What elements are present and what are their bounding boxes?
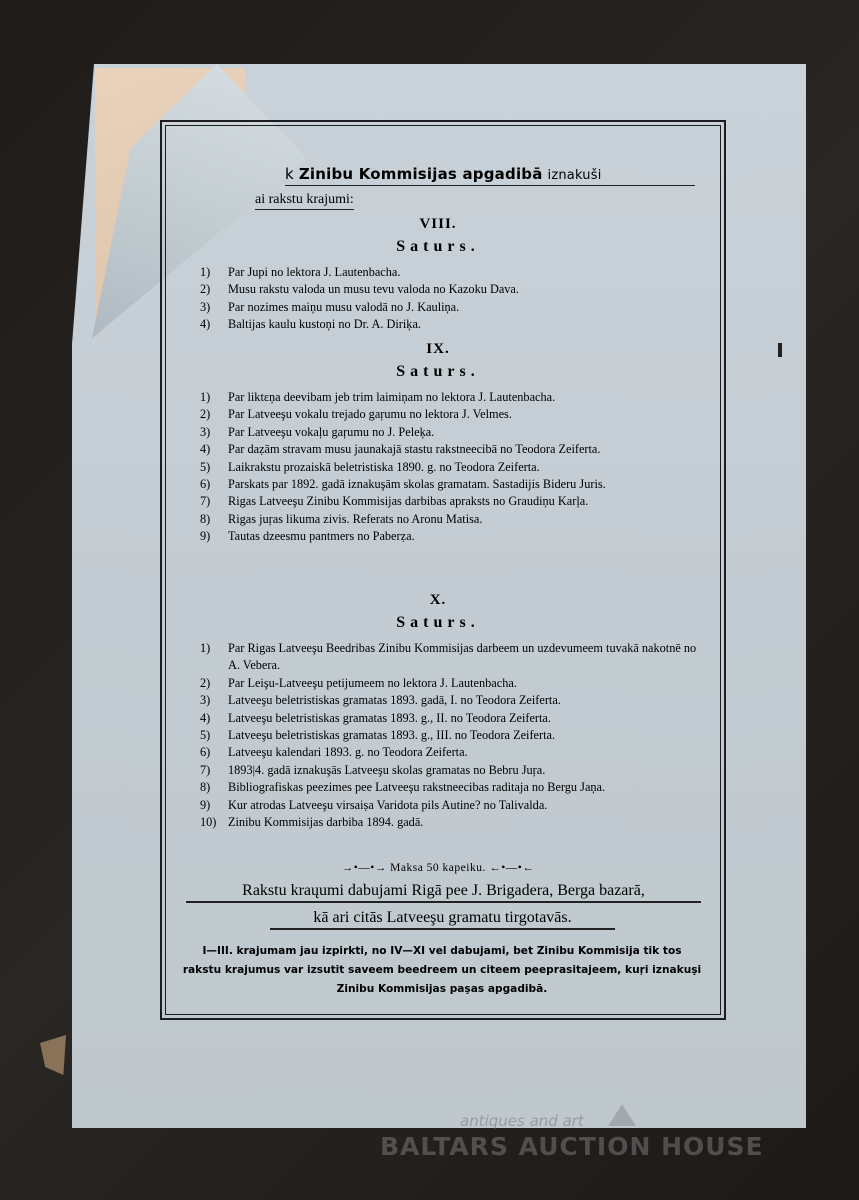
header-tail: iznakuši (547, 168, 602, 183)
availability-line-1: Rakstu kraųumi dabujami Rigā pee J. Brigadera, Berga bazarā, (186, 882, 701, 903)
list-item: 5) Laikrakstu prozaiskā beletristiska 1890. g. no Teodora Zeiferta. (200, 459, 540, 474)
price-text: Maksa 50 kapeiku. (390, 862, 486, 874)
list-item: 8) Bibliografiskas peezimes pee Latveeşu rakstneecibas raditaja no Bergu Jaņa. (200, 780, 606, 795)
list-item: 10) Zinibu Kommisijas darbiba 1894. gadā. (200, 815, 424, 830)
crown-icon (608, 1104, 636, 1126)
section-ix-number: IX. (426, 341, 450, 357)
ornament-right-icon: ←•—•← (489, 862, 535, 874)
list-item: 7) 1893|4. gadā iznakuşās Latveeşu skolas gramatas no Bebru Juŗa. (200, 762, 546, 777)
list-item: 1) Par Rigas Latveeşu Beedribas Zinibu Kommisijas darbeem un uzdevumeem tuvakā nakotnē no A. Vebera. (200, 641, 697, 673)
section-ix-heading: Saturs. (396, 363, 480, 380)
watermark-tagline: antiques and art (460, 1112, 584, 1130)
list-item: 9) Tautas dzeesmu pantmers no Paberẓa. (200, 529, 415, 544)
list-item: 1) Par liktεņa deevibam jeb trim laimiņam no lektora J. Lautenbacha. (200, 390, 556, 404)
list-item: 1) Par Jupi no lektora J. Lautenbacha. (200, 265, 401, 279)
list-item: 2) Musu rakstu valoda un musu tevu valoda no Kazoku Dava. (200, 282, 519, 297)
section-ix-list (200, 389, 700, 546)
availability-line-2: kā ari citās Latveeşu gramatu tirgotavās. (270, 909, 615, 930)
header-title: Zinibu Kommisijas apgadibā (298, 165, 543, 183)
header-prefix: k (285, 165, 294, 183)
section-x-heading: Saturs. (396, 614, 480, 631)
list-item: 4) Par daẓām stravam musu jaunakajā stastu rakstneecibā no Teodora Zeiferta. (200, 442, 601, 457)
list-item: 9) Kur atrodas Latveeşu virsaiṣa Varidota pils Autine? no Talivalda. (200, 797, 548, 812)
header-subtitle: ai rakstu krajumi: (255, 192, 354, 210)
list-item: 6) Latveeşu kalendari 1893. g. no Teodora Zeiferta. (200, 745, 468, 760)
list-item: 4) Baltijas kaulu kustoņi no Dr. A. Diriķa. (200, 317, 421, 332)
footnote: I—III. krajumam jau izpirkti, no IV—XI vel dabujami, bet Zinibu Kommisija tik tos rakstu krajumus var izsutit saveem beedreem un citeem peeprasitajeem, kuŗi iznakuşi Zinibu Kommisijas paşas apgadibā. (182, 945, 702, 995)
section-x-number: X. (429, 592, 447, 608)
list-item: 2) Par Leişu-Latveeşu petijumeem no lektora J. Lautenbacha. (200, 675, 517, 690)
list-item: 2) Par Latveeşu vokalu trejado gaŗumu no lektora J. Velmes. (200, 407, 512, 422)
list-item: 3) Par Latveeşu vokaļu gaŗumu no J. Peleķa. (200, 424, 435, 439)
list-item: 3) Latveeşu beletristiskas gramatas 1893. gadā, I. no Teodora Zeiferta. (200, 693, 561, 708)
section-viii-heading: Saturs. (396, 238, 480, 255)
ink-mark (778, 343, 782, 357)
list-item: 3) Par nozimes maiņu musu valodā no J. Kauliņa. (200, 299, 460, 314)
list-item: 8) Rigas juŗas likuma zivis. Referats no Aronu Matisa. (200, 511, 483, 526)
section-viii-number: VIII. (419, 216, 457, 232)
section-viii-list (200, 264, 700, 334)
ornament-left-icon: →•—•→ (341, 862, 391, 874)
section-x-list (200, 640, 700, 831)
list-item: 6) Parskats par 1892. gadā iznakuşām skolas gramatam. Sastadijis Bideru Juris. (200, 477, 606, 492)
list-item: 7) Rigas Latveeşu Zinibu Kommisijas darbibas apraksts no Graudiņu Karļa. (200, 494, 589, 509)
header-line (285, 165, 695, 186)
list-item: 5) Latveeşu beletristiskas gramatas 1893. g., III. no Teodora Zeiferta. (200, 728, 556, 743)
torn-edge (40, 1035, 66, 1075)
list-item: 4) Latveeşu beletristiskas gramatas 1893. g., II. no Teodora Zeiferta. (200, 710, 551, 725)
price-line (168, 862, 708, 874)
watermark-brand: BALTARS AUCTION HOUSE (380, 1132, 764, 1161)
